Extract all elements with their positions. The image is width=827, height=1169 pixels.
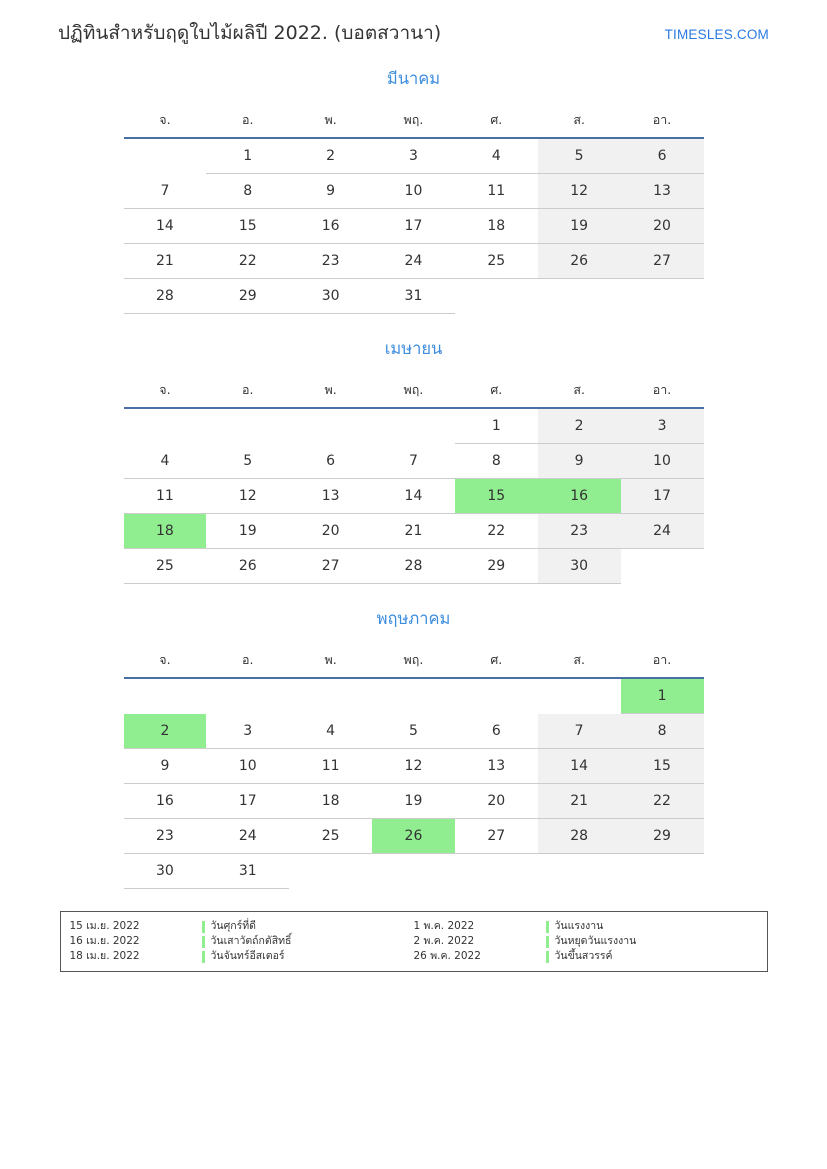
day-cell[interactable]: 10 [206, 749, 289, 784]
day-cell[interactable]: 30 [538, 549, 621, 584]
day-cell[interactable]: 1 [455, 408, 538, 444]
day-cell-empty [538, 279, 621, 314]
week-row [124, 138, 704, 174]
day-cell[interactable]: 12 [206, 479, 289, 514]
day-cell[interactable]: 3 [372, 138, 455, 174]
day-cell[interactable]: 24 [206, 819, 289, 854]
day-cell[interactable]: 18 [455, 209, 538, 244]
day-cell[interactable]: 24 [621, 514, 704, 549]
day-cell[interactable]: 21 [372, 514, 455, 549]
day-cell[interactable]: 29 [455, 549, 538, 584]
day-cell[interactable]: 10 [372, 174, 455, 209]
day-cell[interactable]: 7 [372, 444, 455, 479]
day-cell[interactable]: 25 [289, 819, 372, 854]
legend-column-right [414, 919, 758, 964]
legend-item [414, 919, 758, 934]
day-cell[interactable]: 27 [621, 244, 704, 279]
day-cell[interactable]: 30 [124, 854, 207, 889]
legend-item [414, 934, 758, 949]
day-cell[interactable]: 5 [206, 444, 289, 479]
day-cell[interactable]: 23 [538, 514, 621, 549]
day-cell[interactable]: 14 [124, 209, 207, 244]
day-cell-empty [455, 279, 538, 314]
week-row [124, 514, 704, 549]
legend-column-left [70, 919, 414, 964]
weekday-header: ส. [538, 646, 621, 678]
day-cell[interactable]: 9 [538, 444, 621, 479]
day-cell[interactable]: 25 [455, 244, 538, 279]
day-cell-holiday[interactable]: 15 [455, 479, 538, 514]
page-title: ปฏิทินสำหรับฤดูใบไม้ผลิปี 2022. (บอตสวานา) [58, 22, 442, 44]
day-cell[interactable]: 19 [538, 209, 621, 244]
day-cell[interactable]: 17 [206, 784, 289, 819]
day-cell[interactable]: 3 [206, 714, 289, 749]
day-cell[interactable]: 11 [455, 174, 538, 209]
legend-date: 18 เม.ย. 2022 [69, 950, 140, 962]
legend-holiday-name: วันจันทร์อีสเตอร์ [210, 950, 285, 962]
day-cell-empty [538, 854, 621, 889]
day-cell[interactable]: 13 [621, 174, 704, 209]
day-cell[interactable]: 4 [455, 138, 538, 174]
day-cell[interactable]: 16 [289, 209, 372, 244]
day-cell[interactable]: 20 [455, 784, 538, 819]
weekday-header: พ. [289, 376, 372, 408]
week-row [124, 678, 704, 714]
legend-color-swatch [202, 951, 205, 963]
week-row [124, 784, 704, 819]
week-row [124, 549, 704, 584]
day-cell[interactable]: 21 [124, 244, 207, 279]
day-cell[interactable]: 23 [289, 244, 372, 279]
day-cell[interactable]: 27 [455, 819, 538, 854]
day-cell-empty [206, 678, 289, 714]
weekday-header: ส. [538, 106, 621, 138]
legend-item [70, 949, 414, 964]
weekday-header: จ. [124, 646, 207, 678]
month-title: มีนาคม [386, 69, 441, 88]
day-cell[interactable]: 24 [372, 244, 455, 279]
day-cell[interactable]: 18 [289, 784, 372, 819]
weekday-header: พฤ. [372, 376, 455, 408]
weekday-header: จ. [124, 106, 207, 138]
weekday-header: อา. [621, 376, 704, 408]
day-cell[interactable]: 28 [124, 279, 207, 314]
day-cell[interactable]: 31 [206, 854, 289, 889]
month-block [58, 606, 769, 889]
day-cell[interactable]: 11 [124, 479, 207, 514]
legend-holiday-name: วันเสาวัตถ์กตัสิทธิ์ [210, 935, 292, 947]
day-cell-empty [455, 678, 538, 714]
day-cell[interactable]: 15 [621, 749, 704, 784]
legend-color-swatch [546, 951, 549, 963]
day-cell[interactable]: 1 [206, 138, 289, 174]
weekday-header: อ. [206, 106, 289, 138]
day-cell-empty [621, 854, 704, 889]
day-cell[interactable]: 16 [124, 784, 207, 819]
legend-item [414, 949, 758, 964]
weekday-header-row [124, 106, 704, 138]
month-calendar-table [124, 646, 704, 889]
day-cell-holiday[interactable]: 16 [538, 479, 621, 514]
weekday-header: พ. [289, 646, 372, 678]
day-cell[interactable]: 5 [372, 714, 455, 749]
day-cell[interactable]: 9 [289, 174, 372, 209]
day-cell[interactable]: 29 [206, 279, 289, 314]
day-cell[interactable]: 6 [289, 444, 372, 479]
day-cell[interactable]: 6 [455, 714, 538, 749]
day-cell[interactable]: 26 [538, 244, 621, 279]
day-cell[interactable]: 5 [538, 138, 621, 174]
weekday-header: ศ. [455, 376, 538, 408]
day-cell[interactable]: 13 [289, 479, 372, 514]
month-title: พฤษภาคม [376, 609, 451, 628]
day-cell[interactable]: 22 [621, 784, 704, 819]
day-cell[interactable]: 7 [538, 714, 621, 749]
month-calendar-table [124, 376, 704, 584]
day-cell[interactable]: 4 [124, 444, 207, 479]
legend-date: 2 พ.ค. 2022 [413, 935, 475, 947]
month-block [58, 336, 769, 584]
day-cell[interactable]: 17 [372, 209, 455, 244]
weekday-header: พฤ. [372, 106, 455, 138]
legend-item [70, 919, 414, 934]
weekday-header: อ. [206, 646, 289, 678]
week-row [124, 279, 704, 314]
day-cell[interactable]: 28 [538, 819, 621, 854]
brand-link[interactable]: TIMESLES.COM [664, 27, 769, 42]
day-cell[interactable]: 30 [289, 279, 372, 314]
day-cell[interactable]: 14 [538, 749, 621, 784]
legend-item [70, 934, 414, 949]
week-row [124, 749, 704, 784]
day-cell[interactable]: 20 [289, 514, 372, 549]
day-cell[interactable]: 6 [621, 138, 704, 174]
day-cell[interactable]: 17 [621, 479, 704, 514]
legend-color-swatch [202, 936, 205, 948]
day-cell-empty [372, 408, 455, 444]
months-container [58, 66, 769, 889]
day-cell[interactable]: 8 [455, 444, 538, 479]
weekday-header: พ. [289, 106, 372, 138]
day-cell[interactable]: 14 [372, 479, 455, 514]
day-cell-holiday[interactable]: 26 [372, 819, 455, 854]
day-cell[interactable]: 11 [289, 749, 372, 784]
legend-date: 15 เม.ย. 2022 [69, 920, 140, 932]
day-cell-empty [124, 408, 207, 444]
day-cell[interactable]: 31 [372, 279, 455, 314]
legend-holiday-name: วันศุกร์ที่ดี [210, 920, 256, 932]
week-row [124, 174, 704, 209]
day-cell[interactable]: 8 [206, 174, 289, 209]
day-cell[interactable]: 12 [538, 174, 621, 209]
day-cell[interactable]: 27 [289, 549, 372, 584]
day-cell-empty [206, 408, 289, 444]
weekday-header: ศ. [455, 106, 538, 138]
weekday-header: อา. [621, 646, 704, 678]
day-cell-empty [289, 408, 372, 444]
day-cell[interactable]: 26 [206, 549, 289, 584]
weekday-header: ศ. [455, 646, 538, 678]
weekday-header: พฤ. [372, 646, 455, 678]
day-cell[interactable]: 15 [206, 209, 289, 244]
legend-date: 16 เม.ย. 2022 [69, 935, 140, 947]
day-cell-empty [455, 854, 538, 889]
legend-color-swatch [546, 936, 549, 948]
day-cell-empty [621, 549, 704, 584]
week-row [124, 408, 704, 444]
day-cell-empty [538, 678, 621, 714]
day-cell[interactable]: 19 [372, 784, 455, 819]
page-header [58, 18, 769, 48]
weekday-header-row [124, 646, 704, 678]
day-cell[interactable]: 23 [124, 819, 207, 854]
legend-holiday-name: วันแรงงาน [554, 920, 604, 932]
week-row [124, 444, 704, 479]
day-cell[interactable]: 9 [124, 749, 207, 784]
day-cell-holiday[interactable]: 2 [124, 714, 207, 749]
week-row [124, 209, 704, 244]
day-cell[interactable]: 12 [372, 749, 455, 784]
day-cell[interactable]: 8 [621, 714, 704, 749]
day-cell[interactable]: 7 [124, 174, 207, 209]
day-cell[interactable]: 19 [206, 514, 289, 549]
month-block [58, 66, 769, 314]
day-cell[interactable]: 3 [621, 408, 704, 444]
day-cell[interactable]: 22 [455, 514, 538, 549]
legend-date: 26 พ.ค. 2022 [413, 950, 481, 962]
week-row [124, 819, 704, 854]
weekday-header: จ. [124, 376, 207, 408]
day-cell-holiday[interactable]: 18 [124, 514, 207, 549]
day-cell-empty [124, 678, 207, 714]
week-row [124, 854, 704, 889]
day-cell[interactable]: 2 [289, 138, 372, 174]
day-cell-empty [289, 678, 372, 714]
legend-holiday-name: วันหยุดวันแรงงาน [554, 935, 637, 947]
legend-holiday-name: วันขึ้นสวรรค์ [554, 950, 613, 962]
legend-date: 1 พ.ค. 2022 [413, 920, 475, 932]
day-cell[interactable]: 13 [455, 749, 538, 784]
day-cell-empty [124, 138, 207, 174]
day-cell-empty [289, 854, 372, 889]
day-cell[interactable]: 4 [289, 714, 372, 749]
weekday-header: อา. [621, 106, 704, 138]
month-title: เมษายน [384, 339, 443, 358]
month-calendar-table [124, 106, 704, 314]
day-cell-empty [372, 854, 455, 889]
day-cell[interactable]: 10 [621, 444, 704, 479]
day-cell[interactable]: 2 [538, 408, 621, 444]
legend [60, 911, 768, 972]
week-row [124, 479, 704, 514]
day-cell[interactable]: 28 [372, 549, 455, 584]
day-cell[interactable]: 20 [621, 209, 704, 244]
day-cell[interactable]: 29 [621, 819, 704, 854]
day-cell-empty [621, 279, 704, 314]
day-cell-empty [372, 678, 455, 714]
day-cell[interactable]: 25 [124, 549, 207, 584]
legend-color-swatch [202, 921, 205, 933]
week-row [124, 714, 704, 749]
weekday-header: อ. [206, 376, 289, 408]
week-row [124, 244, 704, 279]
weekday-header: ส. [538, 376, 621, 408]
weekday-header-row [124, 376, 704, 408]
legend-color-swatch [546, 921, 549, 933]
day-cell-holiday[interactable]: 1 [621, 678, 704, 714]
day-cell[interactable]: 22 [206, 244, 289, 279]
day-cell[interactable]: 21 [538, 784, 621, 819]
